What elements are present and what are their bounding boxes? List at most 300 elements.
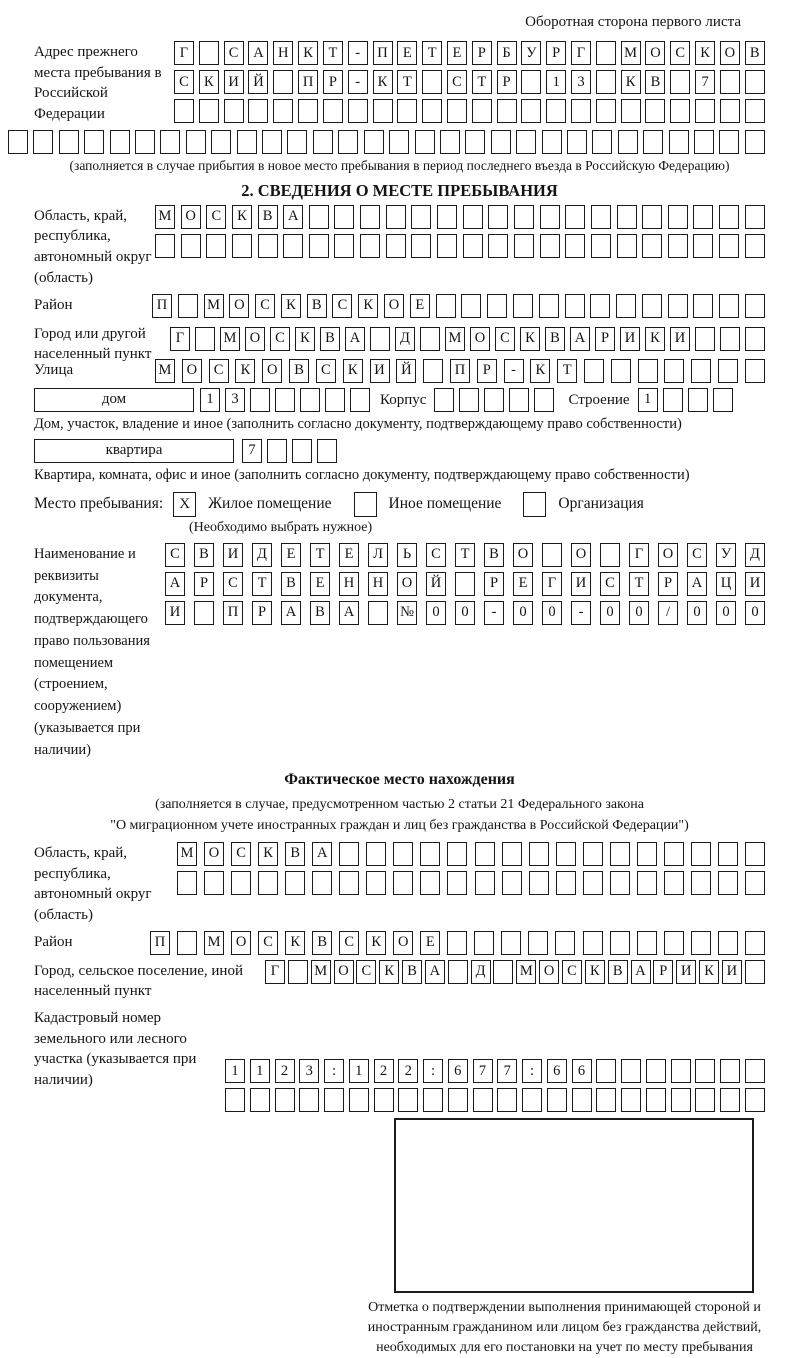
char-box[interactable] — [664, 871, 684, 895]
char-box[interactable] — [386, 205, 406, 229]
char-box[interactable] — [491, 130, 511, 154]
char-box[interactable] — [360, 205, 380, 229]
char-box[interactable] — [493, 960, 513, 984]
char-box[interactable]: К — [621, 70, 641, 94]
char-box[interactable] — [324, 1088, 344, 1112]
char-box[interactable] — [248, 99, 268, 123]
char-box[interactable] — [195, 327, 215, 351]
char-box[interactable]: А — [312, 842, 332, 866]
char-box[interactable] — [720, 70, 740, 94]
char-box[interactable]: Т — [397, 70, 417, 94]
char-box[interactable] — [691, 359, 711, 383]
char-box[interactable]: О — [229, 294, 249, 318]
char-box[interactable] — [334, 205, 354, 229]
char-box[interactable] — [671, 1088, 691, 1112]
char-box[interactable] — [719, 205, 739, 229]
char-box[interactable]: А — [248, 41, 268, 65]
char-box[interactable] — [288, 960, 308, 984]
char-box[interactable] — [298, 99, 318, 123]
char-box[interactable] — [181, 234, 201, 258]
char-box[interactable] — [621, 1088, 641, 1112]
char-box[interactable] — [534, 388, 554, 412]
char-box[interactable] — [275, 388, 295, 412]
char-box[interactable] — [415, 130, 435, 154]
char-box[interactable] — [720, 1059, 740, 1083]
char-box[interactable] — [204, 871, 224, 895]
char-box[interactable]: К — [373, 70, 393, 94]
char-box[interactable]: Р — [658, 572, 678, 596]
char-box[interactable] — [646, 1059, 666, 1083]
char-box[interactable] — [571, 99, 591, 123]
char-box[interactable] — [339, 871, 359, 895]
char-box[interactable]: О — [231, 931, 251, 955]
char-box[interactable]: С — [600, 572, 620, 596]
char-box[interactable] — [514, 205, 534, 229]
char-box[interactable] — [465, 130, 485, 154]
char-box[interactable]: К — [232, 205, 252, 229]
char-box[interactable] — [664, 359, 684, 383]
char-box[interactable] — [596, 99, 616, 123]
char-box[interactable]: О — [182, 359, 202, 383]
char-box[interactable]: Г — [170, 327, 190, 351]
char-box[interactable]: К — [530, 359, 550, 383]
char-box[interactable]: О — [393, 931, 413, 955]
char-box[interactable] — [447, 99, 467, 123]
char-box[interactable]: С — [356, 960, 376, 984]
char-box[interactable] — [397, 99, 417, 123]
char-box[interactable]: А — [631, 960, 651, 984]
char-box[interactable]: 7 — [473, 1059, 493, 1083]
char-box[interactable] — [475, 871, 495, 895]
char-box[interactable] — [199, 99, 219, 123]
char-box[interactable] — [422, 99, 442, 123]
char-box[interactable] — [420, 327, 440, 351]
checkbox-residential[interactable]: X — [173, 492, 196, 517]
char-box[interactable] — [719, 294, 739, 318]
char-box[interactable]: И — [571, 572, 591, 596]
char-box[interactable]: Р — [323, 70, 343, 94]
char-box[interactable]: С — [270, 327, 290, 351]
char-box[interactable] — [745, 205, 765, 229]
char-box[interactable] — [669, 130, 689, 154]
char-box[interactable] — [447, 931, 467, 955]
char-box[interactable]: К — [645, 327, 665, 351]
char-box[interactable] — [522, 1088, 542, 1112]
char-box[interactable] — [420, 842, 440, 866]
char-box[interactable] — [745, 130, 765, 154]
checkbox-other-premises[interactable] — [354, 492, 377, 517]
char-box[interactable]: Р — [472, 41, 492, 65]
char-box[interactable] — [596, 41, 616, 65]
char-box[interactable] — [670, 70, 690, 94]
char-box[interactable] — [572, 1088, 592, 1112]
char-box[interactable] — [596, 1088, 616, 1112]
char-box[interactable] — [312, 871, 332, 895]
char-box[interactable]: - — [484, 601, 504, 625]
char-box[interactable] — [285, 871, 305, 895]
char-box[interactable] — [583, 931, 603, 955]
char-box[interactable] — [637, 931, 657, 955]
char-box[interactable] — [556, 842, 576, 866]
char-box[interactable] — [488, 234, 508, 258]
char-box[interactable]: 2 — [275, 1059, 295, 1083]
char-box[interactable] — [174, 99, 194, 123]
char-box[interactable] — [637, 842, 657, 866]
char-box[interactable] — [528, 931, 548, 955]
char-box[interactable] — [497, 99, 517, 123]
char-box[interactable]: М — [311, 960, 331, 984]
char-box[interactable] — [497, 1088, 517, 1112]
char-box[interactable] — [349, 1088, 369, 1112]
char-box[interactable]: О — [539, 960, 559, 984]
char-box[interactable]: Е — [410, 294, 430, 318]
char-box[interactable]: - — [504, 359, 524, 383]
char-box[interactable] — [84, 130, 104, 154]
char-box[interactable] — [745, 842, 765, 866]
char-box[interactable]: 0 — [629, 601, 649, 625]
char-box[interactable]: С — [687, 543, 707, 567]
char-box[interactable] — [637, 871, 657, 895]
char-box[interactable] — [664, 842, 684, 866]
char-box[interactable] — [283, 234, 303, 258]
char-box[interactable] — [160, 130, 180, 154]
char-box[interactable] — [610, 871, 630, 895]
char-box[interactable] — [411, 205, 431, 229]
char-box[interactable] — [338, 130, 358, 154]
char-box[interactable] — [473, 1088, 493, 1112]
char-box[interactable] — [542, 130, 562, 154]
char-box[interactable] — [547, 1088, 567, 1112]
char-box[interactable] — [719, 130, 739, 154]
char-box[interactable] — [178, 294, 198, 318]
char-box[interactable] — [393, 842, 413, 866]
char-box[interactable]: П — [152, 294, 172, 318]
char-box[interactable]: В — [307, 294, 327, 318]
char-box[interactable] — [670, 99, 690, 123]
char-box[interactable] — [521, 70, 541, 94]
char-box[interactable] — [555, 931, 575, 955]
char-box[interactable]: Н — [368, 572, 388, 596]
char-box[interactable] — [448, 960, 468, 984]
char-box[interactable] — [211, 130, 231, 154]
char-box[interactable] — [509, 388, 529, 412]
char-box[interactable]: 6 — [448, 1059, 468, 1083]
char-box[interactable] — [718, 842, 738, 866]
char-box[interactable] — [521, 99, 541, 123]
char-box[interactable]: 6 — [572, 1059, 592, 1083]
char-box[interactable] — [339, 842, 359, 866]
char-box[interactable]: О — [658, 543, 678, 567]
char-box[interactable] — [720, 99, 740, 123]
char-box[interactable] — [463, 205, 483, 229]
char-box[interactable] — [309, 234, 329, 258]
char-box[interactable] — [668, 205, 688, 229]
char-box[interactable]: С — [426, 543, 446, 567]
char-box[interactable] — [529, 842, 549, 866]
char-box[interactable]: А — [281, 601, 301, 625]
char-box[interactable] — [225, 1088, 245, 1112]
char-box[interactable]: В — [194, 543, 214, 567]
char-box[interactable] — [447, 842, 467, 866]
char-box[interactable] — [542, 543, 562, 567]
char-box[interactable]: Е — [339, 543, 359, 567]
char-box[interactable]: Т — [323, 41, 343, 65]
char-box[interactable]: Е — [447, 41, 467, 65]
char-box[interactable]: К — [520, 327, 540, 351]
char-box[interactable] — [475, 842, 495, 866]
char-box[interactable]: 1 — [546, 70, 566, 94]
char-box[interactable]: 7 — [242, 439, 262, 463]
char-box[interactable] — [745, 99, 765, 123]
char-box[interactable] — [638, 359, 658, 383]
char-box[interactable] — [461, 294, 481, 318]
char-box[interactable] — [642, 205, 662, 229]
char-box[interactable]: П — [223, 601, 243, 625]
char-box[interactable] — [745, 1059, 765, 1083]
char-box[interactable]: - — [571, 601, 591, 625]
char-box[interactable]: А — [283, 205, 303, 229]
char-box[interactable] — [745, 234, 765, 258]
char-box[interactable] — [186, 130, 206, 154]
char-box[interactable]: 1 — [349, 1059, 369, 1083]
char-box[interactable]: Г — [265, 960, 285, 984]
char-box[interactable] — [695, 1059, 715, 1083]
char-box[interactable] — [617, 205, 637, 229]
char-box[interactable] — [695, 1088, 715, 1112]
char-box[interactable] — [334, 234, 354, 258]
char-box[interactable]: Д — [395, 327, 415, 351]
char-box[interactable] — [33, 130, 53, 154]
char-box[interactable] — [718, 931, 738, 955]
char-box[interactable] — [393, 871, 413, 895]
char-box[interactable]: С — [332, 294, 352, 318]
char-box[interactable]: 0 — [687, 601, 707, 625]
char-box[interactable]: В — [745, 41, 765, 65]
char-box[interactable]: Т — [455, 543, 475, 567]
char-box[interactable]: Ь — [397, 543, 417, 567]
char-box[interactable]: Е — [397, 41, 417, 65]
char-box[interactable]: 6 — [547, 1059, 567, 1083]
char-box[interactable]: Е — [513, 572, 533, 596]
char-box[interactable]: М — [516, 960, 536, 984]
char-box[interactable]: Т — [629, 572, 649, 596]
char-box[interactable]: № — [397, 601, 417, 625]
char-box[interactable]: Т — [252, 572, 272, 596]
house-field-box[interactable]: дом — [34, 388, 194, 412]
char-box[interactable]: А — [165, 572, 185, 596]
char-box[interactable]: К — [343, 359, 363, 383]
char-box[interactable] — [250, 1088, 270, 1112]
char-box[interactable] — [423, 359, 443, 383]
char-box[interactable]: К — [199, 70, 219, 94]
char-box[interactable]: Р — [653, 960, 673, 984]
char-box[interactable]: О — [645, 41, 665, 65]
char-box[interactable]: Н — [273, 41, 293, 65]
char-box[interactable] — [434, 388, 454, 412]
char-box[interactable]: 1 — [200, 388, 220, 412]
char-box[interactable] — [646, 1088, 666, 1112]
char-box[interactable]: Е — [420, 931, 440, 955]
char-box[interactable] — [610, 931, 630, 955]
char-box[interactable]: - — [348, 41, 368, 65]
char-box[interactable]: О — [181, 205, 201, 229]
char-box[interactable]: С — [316, 359, 336, 383]
char-box[interactable] — [513, 294, 533, 318]
char-box[interactable]: Н — [339, 572, 359, 596]
char-box[interactable] — [313, 130, 333, 154]
char-box[interactable]: К — [258, 842, 278, 866]
char-box[interactable]: Л — [368, 543, 388, 567]
char-box[interactable]: В — [281, 572, 301, 596]
char-box[interactable]: 1 — [225, 1059, 245, 1083]
char-box[interactable]: П — [450, 359, 470, 383]
char-box[interactable] — [366, 842, 386, 866]
char-box[interactable]: М — [621, 41, 641, 65]
char-box[interactable] — [688, 388, 708, 412]
char-box[interactable] — [423, 1088, 443, 1112]
char-box[interactable] — [273, 99, 293, 123]
char-box[interactable]: Р — [595, 327, 615, 351]
char-box[interactable] — [567, 130, 587, 154]
char-box[interactable] — [488, 205, 508, 229]
char-box[interactable] — [592, 130, 612, 154]
char-box[interactable] — [292, 439, 312, 463]
char-box[interactable] — [389, 130, 409, 154]
char-box[interactable]: Й — [396, 359, 416, 383]
char-box[interactable] — [437, 234, 457, 258]
char-box[interactable] — [745, 359, 765, 383]
char-box[interactable] — [695, 99, 715, 123]
char-box[interactable]: Г — [174, 41, 194, 65]
char-box[interactable] — [447, 871, 467, 895]
char-box[interactable]: 7 — [497, 1059, 517, 1083]
char-box[interactable]: С — [223, 572, 243, 596]
char-box[interactable]: И — [670, 327, 690, 351]
char-box[interactable]: К — [281, 294, 301, 318]
char-box[interactable]: В — [258, 205, 278, 229]
char-box[interactable]: Д — [471, 960, 491, 984]
char-box[interactable] — [642, 234, 662, 258]
char-box[interactable] — [691, 871, 711, 895]
char-box[interactable] — [596, 70, 616, 94]
char-box[interactable] — [487, 294, 507, 318]
char-box[interactable] — [546, 99, 566, 123]
char-box[interactable] — [502, 871, 522, 895]
char-box[interactable]: 2 — [374, 1059, 394, 1083]
char-box[interactable] — [621, 99, 641, 123]
char-box[interactable] — [110, 130, 130, 154]
char-box[interactable] — [745, 931, 765, 955]
char-box[interactable] — [232, 234, 252, 258]
char-box[interactable]: О — [470, 327, 490, 351]
char-box[interactable] — [501, 931, 521, 955]
char-box[interactable]: О — [513, 543, 533, 567]
char-box[interactable] — [720, 1088, 740, 1112]
char-box[interactable] — [745, 960, 765, 984]
char-box[interactable] — [668, 234, 688, 258]
char-box[interactable]: Ц — [716, 572, 736, 596]
char-box[interactable]: О — [571, 543, 591, 567]
char-box[interactable]: О — [262, 359, 282, 383]
char-box[interactable] — [374, 1088, 394, 1112]
char-box[interactable]: И — [745, 572, 765, 596]
char-box[interactable]: И — [224, 70, 244, 94]
char-box[interactable] — [59, 130, 79, 154]
char-box[interactable] — [206, 234, 226, 258]
char-box[interactable]: В — [289, 359, 309, 383]
char-box[interactable] — [616, 294, 636, 318]
char-box[interactable] — [437, 205, 457, 229]
char-box[interactable]: И — [165, 601, 185, 625]
char-box[interactable]: В — [484, 543, 504, 567]
char-box[interactable]: П — [150, 931, 170, 955]
char-box[interactable] — [565, 234, 585, 258]
char-box[interactable]: А — [339, 601, 359, 625]
char-box[interactable]: 7 — [695, 70, 715, 94]
char-box[interactable] — [368, 601, 388, 625]
char-box[interactable]: В — [310, 601, 330, 625]
char-box[interactable]: С — [562, 960, 582, 984]
char-box[interactable]: Т — [472, 70, 492, 94]
char-box[interactable] — [258, 234, 278, 258]
char-box[interactable]: А — [345, 327, 365, 351]
char-box[interactable] — [448, 1088, 468, 1112]
char-box[interactable] — [618, 130, 638, 154]
char-box[interactable] — [231, 871, 251, 895]
char-box[interactable]: У — [716, 543, 736, 567]
char-box[interactable]: Й — [248, 70, 268, 94]
char-box[interactable]: : — [522, 1059, 542, 1083]
char-box[interactable] — [591, 234, 611, 258]
char-box[interactable]: С — [670, 41, 690, 65]
char-box[interactable] — [325, 388, 345, 412]
char-box[interactable] — [663, 388, 683, 412]
char-box[interactable]: О — [245, 327, 265, 351]
char-box[interactable]: Р — [497, 70, 517, 94]
char-box[interactable]: М — [155, 359, 175, 383]
char-box[interactable]: Р — [194, 572, 214, 596]
char-box[interactable]: 0 — [513, 601, 533, 625]
char-box[interactable]: В — [312, 931, 332, 955]
char-box[interactable]: К — [298, 41, 318, 65]
char-box[interactable] — [584, 359, 604, 383]
char-box[interactable] — [258, 871, 278, 895]
char-box[interactable] — [317, 439, 337, 463]
char-box[interactable] — [718, 871, 738, 895]
char-box[interactable] — [273, 70, 293, 94]
char-box[interactable]: 0 — [455, 601, 475, 625]
char-box[interactable] — [177, 871, 197, 895]
char-box[interactable]: Д — [252, 543, 272, 567]
char-box[interactable] — [267, 439, 287, 463]
char-box[interactable]: У — [521, 41, 541, 65]
char-box[interactable]: О — [384, 294, 404, 318]
char-box[interactable]: 3 — [225, 388, 245, 412]
char-box[interactable]: С — [255, 294, 275, 318]
char-box[interactable] — [199, 41, 219, 65]
char-box[interactable]: К — [366, 931, 386, 955]
char-box[interactable] — [155, 234, 175, 258]
char-box[interactable]: К — [585, 960, 605, 984]
char-box[interactable] — [516, 130, 536, 154]
char-box[interactable] — [8, 130, 28, 154]
char-box[interactable]: О — [397, 572, 417, 596]
char-box[interactable] — [472, 99, 492, 123]
char-box[interactable]: С — [174, 70, 194, 94]
char-box[interactable]: С — [231, 842, 251, 866]
char-box[interactable] — [364, 130, 384, 154]
char-box[interactable]: С — [206, 205, 226, 229]
